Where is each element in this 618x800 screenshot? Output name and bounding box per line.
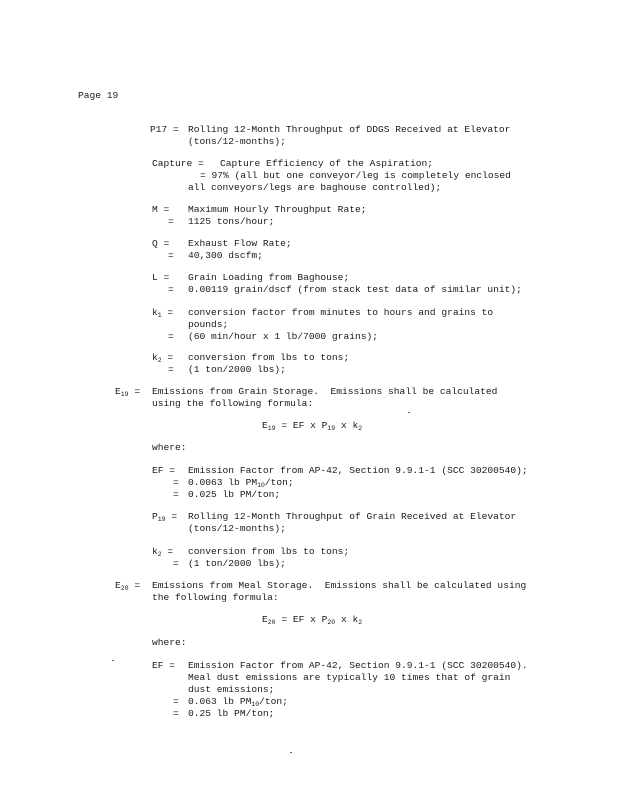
definition-text: conversion from lbs to tons; — [188, 546, 350, 557]
variable-label-q: Q = — [152, 238, 170, 249]
definition-text: (tons/12-months); — [188, 136, 286, 147]
equals-sign: = — [168, 250, 174, 261]
scan-speck — [408, 412, 410, 413]
definition-text: conversion factor from minutes to hours and grains to — [188, 307, 494, 318]
variable-label-l: L = — [152, 272, 170, 283]
definition-value: 0.00119 grain/dscf (from stack test data of similar unit); — [188, 284, 522, 295]
definition-value: 0.025 lb PM/ton; — [188, 489, 281, 500]
equals-sign: = — [168, 216, 174, 227]
definition-text: Rolling 12-Month Throughput of Grain Received at Elevator — [188, 511, 517, 522]
where-label: where: — [152, 637, 187, 648]
equals-sign: = — [173, 477, 179, 488]
definition-text: Capture Efficiency of the Aspiration; — [220, 158, 434, 169]
variable-label-ef: EF = — [152, 465, 176, 476]
page-number: Page 19 — [78, 90, 119, 101]
definition-value: (1 ton/2000 lbs); — [188, 558, 286, 569]
section-text: using the following formula: — [152, 398, 314, 409]
formula: $E_{19}$ = EF x $P_{19}$ x $k_2$ — [262, 420, 363, 432]
definition-text: = 97% (all but one conveyor/leg is completely enclosed — [200, 170, 511, 181]
definition-value: (1 ton/2000 lbs); — [188, 364, 286, 375]
definition-text: Grain Loading from Baghouse; — [188, 272, 350, 283]
scan-speck — [112, 660, 114, 661]
scan-speck — [290, 752, 292, 753]
variable-label-e19: $E_{19}$ = — [115, 386, 141, 398]
definition-value: 0.25 lb PM/ton; — [188, 708, 275, 719]
definition-value: (60 min/hour x 1 lb/7000 grains); — [188, 331, 378, 342]
variable-label-e20: $E_{20}$ = — [115, 580, 141, 592]
section-text: Emissions from Grain Storage. Emissions shall be calculated — [152, 386, 498, 397]
definition-text: (tons/12-months); — [188, 523, 286, 534]
definition-text: all conveyors/legs are baghouse controlled); — [188, 182, 442, 193]
variable-label-ef: EF = — [152, 660, 176, 671]
variable-label-k2: $k_2$ = — [152, 546, 174, 558]
where-label: where: — [152, 442, 187, 453]
definition-text: Meal dust emissions are typically 10 times that of grain — [188, 672, 511, 683]
definition-text: Rolling 12-Month Throughput of DDGS Received at Elevator — [188, 124, 511, 135]
formula: $E_{20}$ = EF x $P_{20}$ x $k_2$ — [262, 614, 363, 626]
section-text: Emissions from Meal Storage. Emissions shall be calculated using — [152, 580, 527, 591]
definition-value: 0.063 lb $PM_{10}$/ton; — [188, 696, 288, 708]
equals-sign: = — [168, 364, 174, 375]
equals-sign: = — [173, 558, 179, 569]
equals-sign: = — [173, 708, 179, 719]
definition-text: conversion from lbs to tons; — [188, 352, 350, 363]
definition-text: Emission Factor from AP-42, Section 9.9.1-1 (SCC 30200540); — [188, 465, 528, 476]
section-text: the following formula: — [152, 592, 279, 603]
definition-text: Exhaust Flow Rate; — [188, 238, 292, 249]
definition-text: Emission Factor from AP-42, Section 9.9.1-1 (SCC 30200540). — [188, 660, 528, 671]
variable-label-capture: Capture = — [152, 158, 204, 169]
variable-label-p19: $P_{19}$ = — [152, 511, 178, 523]
definition-text: dust emissions; — [188, 684, 275, 695]
equals-sign: = — [173, 696, 179, 707]
variable-label-k2: $k_2$ = — [152, 352, 174, 364]
definition-value: 40,300 dscfm; — [188, 250, 263, 261]
definition-value: 0.0063 lb $PM_{10}$/ton; — [188, 477, 294, 489]
variable-label-k1: $k_1$ = — [152, 307, 174, 319]
variable-label-m: M = — [152, 204, 170, 215]
variable-label-p17: P17 = — [150, 124, 179, 135]
equals-sign: = — [173, 489, 179, 500]
equals-sign: = — [168, 284, 174, 295]
equals-sign: = — [168, 331, 174, 342]
definition-text: Maximum Hourly Throughput Rate; — [188, 204, 367, 215]
definition-value: 1125 tons/hour; — [188, 216, 275, 227]
definition-text: pounds; — [188, 319, 229, 330]
